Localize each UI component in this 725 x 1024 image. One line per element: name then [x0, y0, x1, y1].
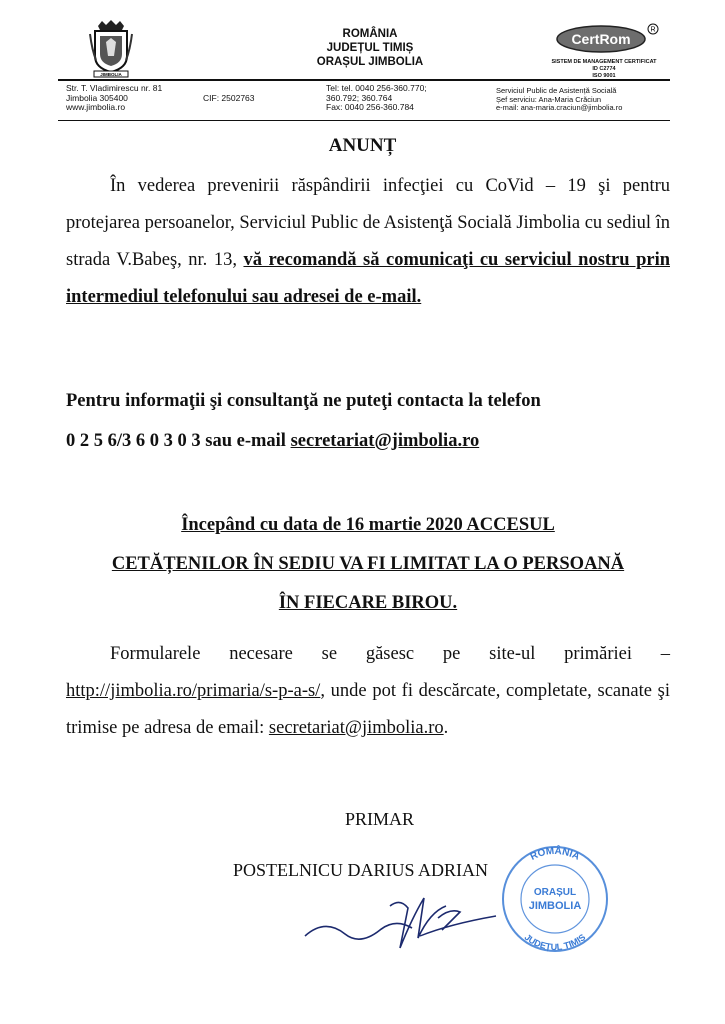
stamp-top-text: ROMÂNIA — [528, 845, 582, 863]
forms-email-link[interactable]: secretariat@jimbolia.ro — [268, 718, 444, 738]
header-divider-bottom — [58, 120, 670, 121]
p1-bold-recommendation: vă recomandă să comunicaţi cu serviciul nostru prin intermediul telefonului sau adresei de e-mail. — [66, 250, 670, 307]
handwritten-signature-icon — [300, 878, 510, 958]
cert-line-1: SISTEM DE MANAGEMENT CERTIFICAT — [551, 59, 657, 65]
header-title-block — [270, 27, 470, 69]
p4-end: . — [443, 718, 449, 738]
p3-line-1: Începând cu data de 16 martie 2020 ACCESUL — [181, 515, 555, 535]
service-head: Șef serviciu: Ana-Maria Crăciun — [496, 94, 602, 104]
address-street: Str. T. Vladimirescu nr. 81 — [66, 83, 163, 93]
header-divider — [58, 79, 670, 81]
forms-url-link[interactable]: http://jimbolia.ro/primaria/s-p-a-s/ — [66, 681, 321, 701]
service-block — [496, 87, 671, 113]
stamp-middle-2: JIMBOLIA — [528, 900, 582, 912]
coat-of-arms-icon — [88, 20, 134, 78]
svg-text:ROMÂNIA — [529, 844, 582, 863]
cif-text: CIF: 2502763 — [203, 93, 255, 103]
header-county: JUDEȚUL TIMIȘ — [326, 42, 414, 54]
svg-text:JUDEȚUL TIMIȘ — [523, 932, 588, 952]
contact-block — [326, 84, 476, 113]
p4-text-1: Formularele necesare se găsesc pe site-ul primăriei – — [110, 644, 670, 664]
certrom-badge — [545, 22, 663, 80]
certrom-logo-icon — [545, 22, 663, 54]
p2-line-1: Pentru informaţii şi consultanţă ne puteţi contacta la telefon — [66, 391, 541, 411]
certrom-logo-text: CertRom — [571, 31, 631, 47]
service-name: Serviciul Public de Asistență Socială — [496, 86, 617, 95]
address-block — [66, 84, 206, 113]
registered-mark: R — [650, 26, 656, 34]
stamp-middle-1: ORAȘUL — [533, 887, 577, 898]
signatory-role: PRIMAR — [345, 809, 415, 829]
p3-line-2: CETĂȚENILOR ÎN SEDIU VA FI LIMITAT LA O PERSOANĂ — [111, 554, 625, 574]
address-city: Jimbolia 305400 — [66, 92, 128, 103]
official-stamp-icon — [492, 843, 618, 955]
cert-line-3: ISO 9001 — [592, 73, 616, 79]
paragraph-covid-recommendation — [66, 168, 670, 316]
p1-text: În vederea prevenirii răspândirii infecţiei cu CoVid – 19 şi pentru protejarea persoanelor, Serviciul Public de Asistenţă Socială Jimbolia cu sediul în strada V.Babeş, nr. 13, — [66, 176, 670, 270]
p3-line-3: ÎN FIECARE BIROU. — [278, 593, 458, 613]
fax-line: Fax: 0040 256-360.784 — [326, 102, 414, 112]
signatory-name: POSTELNICU DARIUS ADRIAN — [233, 860, 489, 880]
paragraph-access-limit — [66, 506, 670, 623]
paragraph-forms — [66, 636, 670, 747]
header-country: ROMÂNIA — [342, 28, 398, 40]
address-website: www.jimbolia.ro — [66, 102, 126, 112]
contact-email-link[interactable]: secretariat@jimbolia.ro — [290, 431, 480, 451]
header-town: ORAȘUL JIMBOLIA — [316, 56, 424, 68]
cert-line-2: ID C2774 — [592, 66, 616, 72]
tel-line-1: Tel: tel. 0040 256-360.770; — [326, 83, 427, 93]
crest-label: JIMBOLIA — [100, 72, 122, 77]
p4-text-2: , unde pot fi descărcate, completate, scanate şi trimise pe adresa de email: — [66, 681, 670, 738]
service-email: e-mail: ana-maria.craciun@jimbolia.ro — [496, 103, 623, 112]
p2-sau: sau e-mail — [200, 431, 291, 451]
phone-number: 0 2 5 6/3 6 0 3 0 3 — [66, 431, 201, 451]
tel-line-2: 360.792; 360.764 — [326, 92, 393, 103]
announcement-title: ANUNȚ — [328, 135, 397, 156]
paragraph-contact — [66, 381, 670, 461]
stamp-bottom-text: JUDEȚUL TIMIȘ — [522, 931, 588, 953]
